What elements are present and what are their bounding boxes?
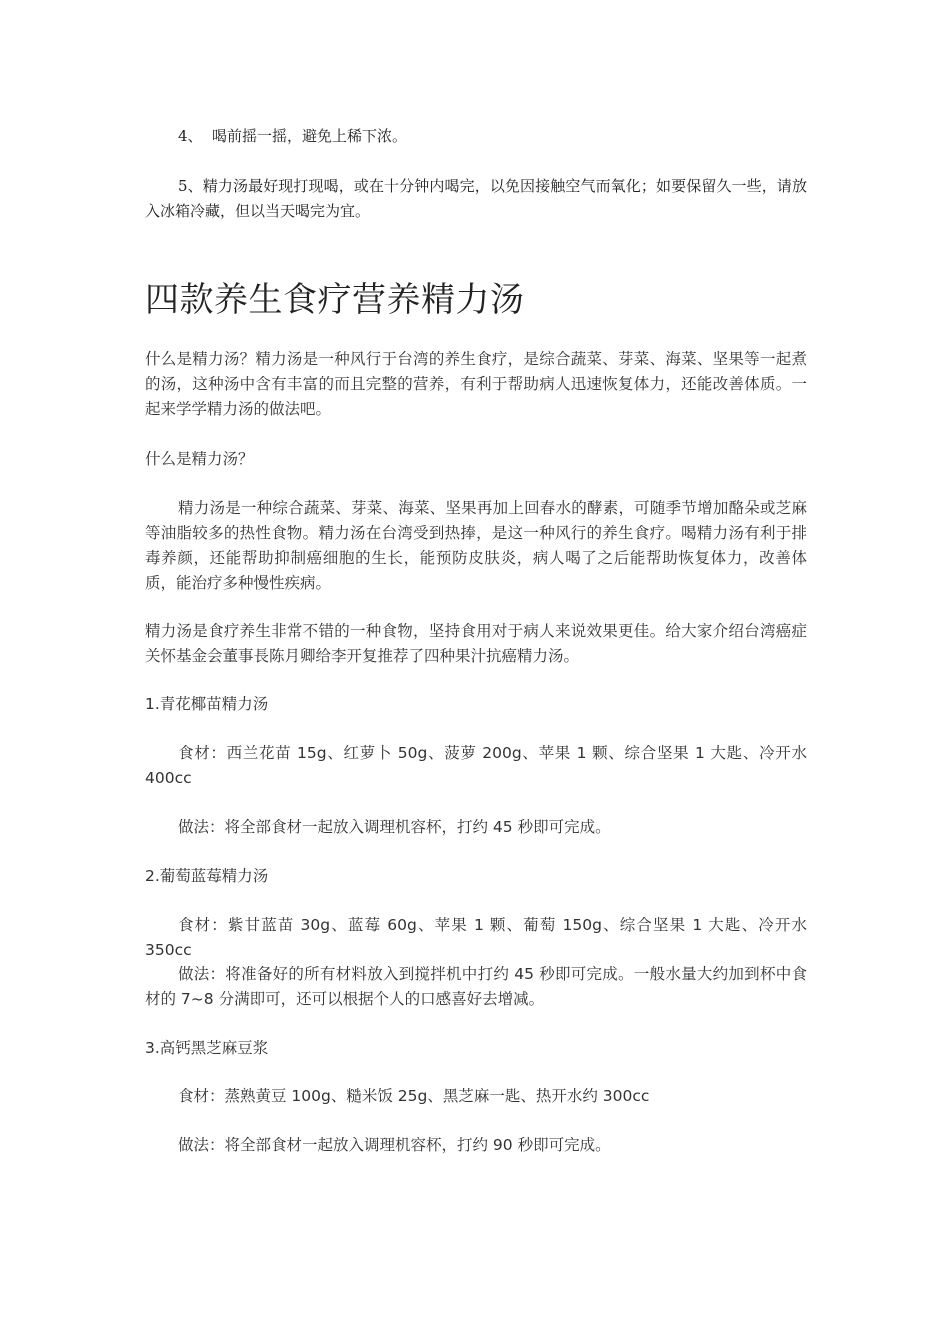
tip-4	[178, 124, 407, 149]
recommend-paragraph: 精力汤是食疗养生非常不错的一种食物，坚持食用对于病人来说效果更佳。给大家介绍台湾癌症关怀基金会董事長陈月卿给李开复推荐了四种果汁抗癌精力汤。	[145, 622, 807, 665]
recipe-1-ingredients: 食材：西兰花苗 15g、红萝卜 50g、菠萝 200g、苹果 1 颗、综合坚果 1 大匙、冷开水 400cc	[145, 744, 807, 787]
definition-paragraph: 精力汤是一种综合蔬菜、芽菜、海菜、坚果再加上回春水的酵素，可随季节增加酪朵或芝麻等油脂较多的热性食物。精力汤在台湾受到热捧，是这一种风行的养生食疗。喝精力汤有利于排毒养颜，还能帮助抑制癌细胞的生长，能预防皮肤炎，病人喝了之后能帮助恢复体力，改善体质，能治疗多种慢性疾病。	[145, 499, 807, 592]
tip-4-number: 4、	[178, 127, 203, 145]
recipe-1-name: 1.青花椰苗精力汤	[145, 695, 269, 713]
recipe-1-method: 做法：将全部食材一起放入调理机容杯，打约 45 秒即可完成。	[178, 818, 611, 836]
recipe-3-method: 做法：将全部食材一起放入调理机容杯，打约 90 秒即可完成。	[178, 1136, 611, 1154]
recipe-2-ingredients: 食材：紫甘蓝苗 30g、蓝莓 60g、苹果 1 颗、葡萄 150g、综合坚果 1 大匙、冷开水 350cc	[145, 916, 807, 959]
tip-4-text: 喝前摇一摇，避免上稀下浓。	[212, 127, 408, 145]
recipe-2-name: 2.葡萄蓝莓精力汤	[145, 867, 269, 885]
intro-paragraph: 什么是精力汤？精力汤是一种风行于台湾的养生食疗，是综合蔬菜、芽菜、海菜、坚果等一起煮的汤，这种汤中含有丰富的而且完整的营养，有利于帮助病人迅速恢复体力，还能改善体质。一起来学学精力汤的做法吧。	[145, 350, 807, 418]
question-heading: 什么是精力汤？	[145, 450, 254, 468]
page-title: 四款养生食疗营养精力汤	[145, 280, 525, 320]
recipe-3-ingredients: 食材：蒸熟黄豆 100g、糙米饭 25g、黑芝麻一匙、热开水约 300cc	[178, 1087, 650, 1105]
tip-5: 5、精力汤最好现打现喝，或在十分钟内喝完，以免因接触空气而氧化；如要保留久一些，请放入冰箱冷藏，但以当天喝完为宜。	[145, 177, 807, 220]
recipe-2-method: 做法：将准备好的所有材料放入到搅拌机中打约 45 秒即可完成。一般水量大约加到杯中食材的 7~8 分满即可，还可以根据个人的口感喜好去增减。	[145, 965, 807, 1008]
recipe-3-name: 3.高钙黑芝麻豆浆	[145, 1039, 269, 1057]
